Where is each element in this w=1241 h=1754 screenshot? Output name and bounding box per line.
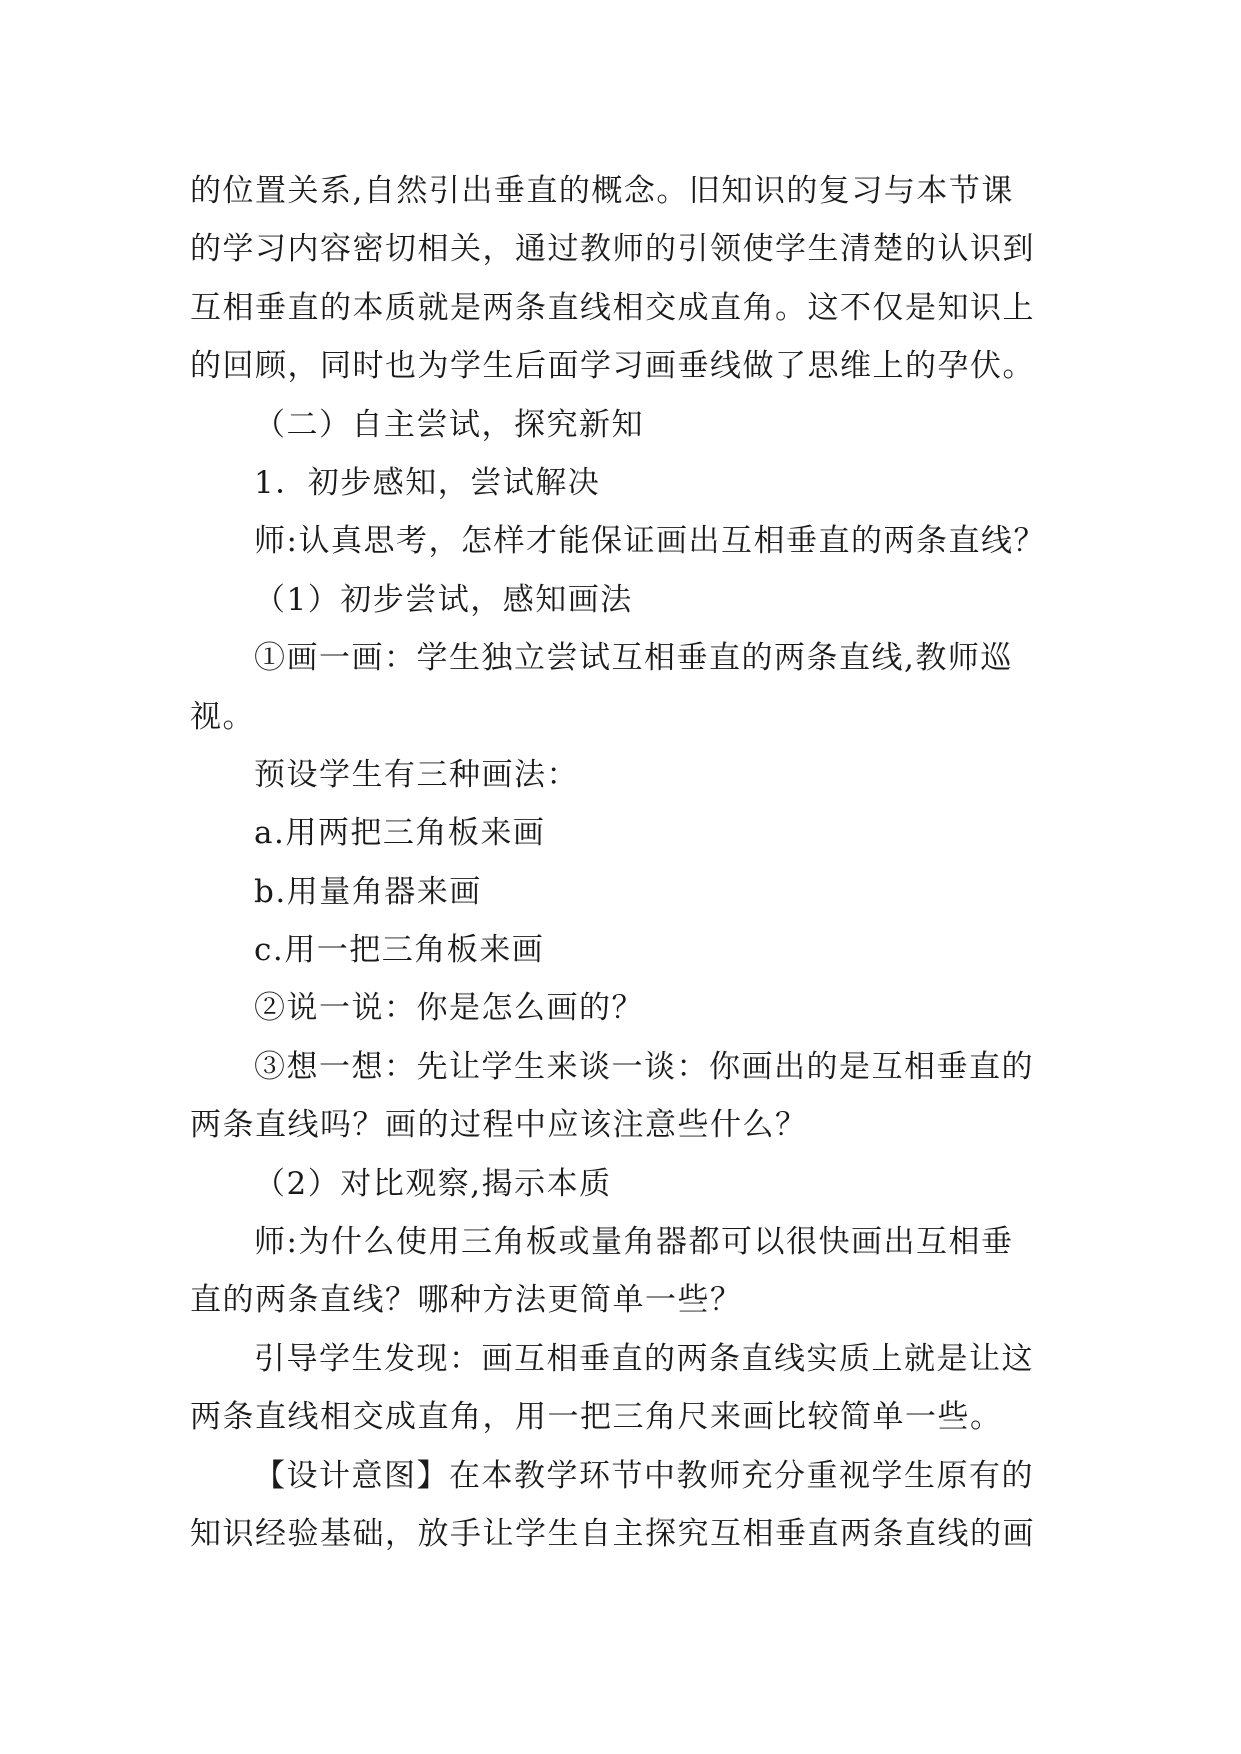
guidance-text: 引导学生发现：画互相垂直的两条直线实质上就是让这: [254, 1340, 1034, 1377]
step-think: ③想一想：先让学生来谈一谈：你画出的是互相垂直的: [254, 1048, 1034, 1085]
guidance-text-continued: 两条直线相交成直角，用一把三角尺来画比较简单一些。: [190, 1399, 1003, 1436]
text-line-4: 的回顾，同时也为学生后面学习画垂线做了思维上的孕伏。: [190, 348, 1035, 385]
step-draw-continued: 视。: [190, 698, 255, 735]
method-a: a.用两把三角板来画: [254, 815, 546, 852]
document-body: [190, 162, 1070, 1563]
step-heading-2: （2）对比观察,揭示本质: [254, 1165, 612, 1202]
preset-methods-intro: 预设学生有三种画法：: [254, 756, 579, 793]
step-think-continued: 两条直线吗？画的过程中应该注意些什么？: [190, 1107, 808, 1144]
subsection-heading: 1．初步感知，尝试解决: [254, 464, 601, 501]
section-heading: （二）自主尝试，探究新知: [254, 406, 644, 443]
step-heading-1: （1）初步尝试，感知画法: [254, 581, 633, 618]
step-say: ②说一说：你是怎么画的？: [254, 990, 644, 1027]
teacher-question-2-continued: 直的两条直线？哪种方法更简单一些？: [190, 1282, 743, 1319]
teacher-question: 师:认真思考，怎样才能保证画出互相垂直的两条直线？: [254, 523, 1046, 560]
text-line-1: 的位置关系,自然引出垂直的概念。旧知识的复习与本节课: [190, 173, 1014, 209]
teacher-question-2: 师:为什么使用三角板或量角器都可以很快画出互相垂: [254, 1224, 1014, 1261]
method-b: b.用量角器来画: [254, 873, 482, 910]
step-draw: ①画一画：学生独立尝试互相垂直的两条直线,教师巡: [254, 640, 1013, 677]
design-intent-continued: 知识经验基础，放手让学生自主探究互相垂直两条直线的画: [190, 1515, 1035, 1552]
design-intent: 【设计意图】在本教学环节中教师充分重视学生原有的: [254, 1457, 1034, 1494]
text-line-3: 互相垂直的本质就是两条直线相交成直角。这不仅是知识上: [190, 289, 1035, 326]
text-line-2: 的学习内容密切相关，通过教师的引领使学生清楚的认识到: [190, 231, 1035, 268]
method-c: c.用一把三角板来画: [254, 932, 545, 969]
